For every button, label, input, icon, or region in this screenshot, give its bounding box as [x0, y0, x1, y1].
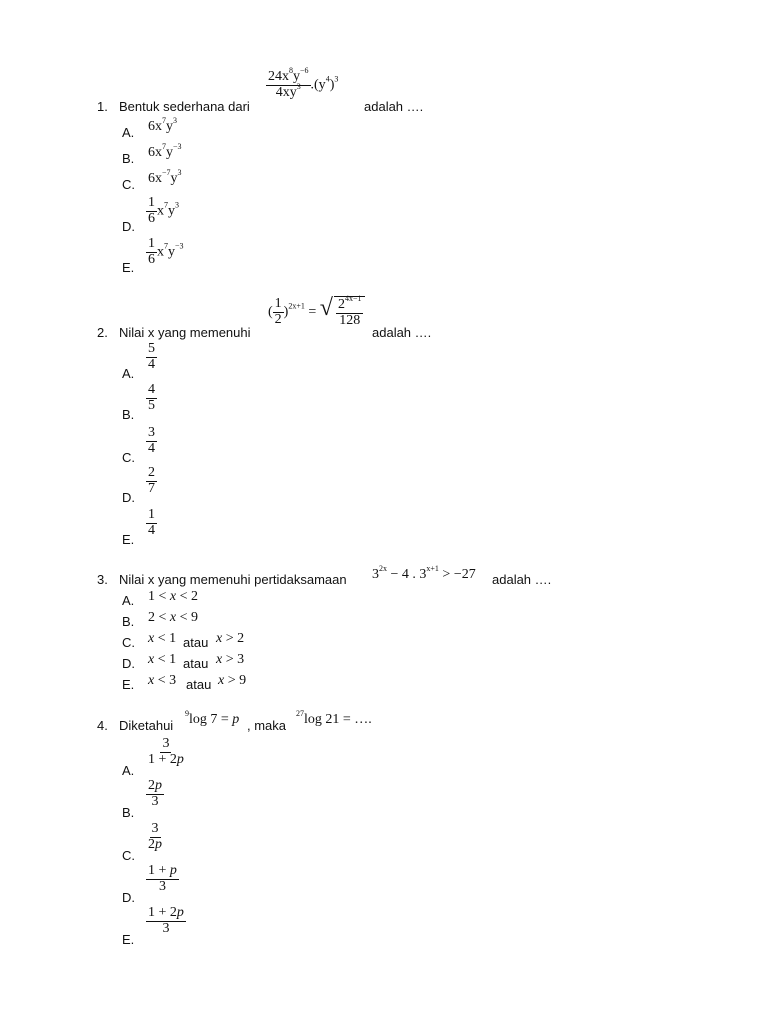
q3-option-e-label: E.	[122, 677, 135, 692]
q1-option-d-label: D.	[122, 219, 135, 234]
q3-option-b: 2 < x < 9	[148, 610, 199, 625]
q1-option-a: $6x^7y^3$	[148, 116, 177, 134]
q2-option-e: $\frac{1}{4}$	[148, 507, 155, 538]
q1-option-d: $\frac{1}{6}$ $x^7y^3$	[148, 195, 179, 226]
q1-option-b: $6x^7y^{-3}$	[148, 142, 182, 160]
q4-option-c: $\frac{3}{2p}$	[148, 821, 162, 852]
q4-number: 4.	[97, 718, 108, 733]
q2-option-a: $\frac{5}{4}$	[148, 341, 155, 372]
q2-expression: ( $\frac{1}{2}$ )$^{2x+1}$ = √ $\frac{2^{4x-1}}{128}$	[268, 296, 365, 328]
q1-option-c-label: C.	[122, 177, 135, 192]
q3-option-e-left: x < 3	[148, 673, 177, 688]
q4-option-a: $\frac{3}{1 + 2p}$	[148, 736, 184, 767]
q2-option-c: $\frac{3}{4}$	[148, 425, 155, 456]
q4-given: $^9$log 7 = p	[185, 709, 240, 727]
q4-option-a-label: A.	[122, 763, 135, 778]
q1-option-c: $6x^{-7}y^3$	[148, 168, 182, 186]
q4-option-e: $\frac{1 + 2p}{3}$	[148, 905, 184, 936]
q1-option-a-label: A.	[122, 125, 135, 140]
q4-expression: $^{27}$log 21 = ….	[296, 709, 372, 727]
q3-option-d-left: x < 1	[148, 652, 177, 667]
q4-option-b-label: B.	[122, 805, 135, 820]
q3-option-c-left: x < 1	[148, 631, 177, 646]
q4-text: Diketahui	[119, 718, 174, 733]
q3-option-e-atau: atau	[186, 677, 212, 692]
q3-text: Nilai x yang memenuhi pertidaksamaan	[119, 572, 347, 587]
q1-text: Bentuk sederhana dari	[119, 99, 250, 114]
q3-option-d-atau: atau	[183, 656, 209, 671]
q3-option-c-label: C.	[122, 635, 135, 650]
q3-option-d-right: x > 3	[216, 652, 245, 667]
q1-tail: adalah ….	[364, 99, 424, 114]
q3-option-a: 1 < x < 2	[148, 589, 199, 604]
q3-option-c-right: x > 2	[216, 631, 245, 646]
q2-option-a-label: A.	[122, 366, 135, 381]
q3-option-a-label: A.	[122, 593, 135, 608]
q2-text: Nilai x yang memenuhi	[119, 325, 251, 340]
q2-option-b-label: B.	[122, 407, 135, 422]
q4-option-c-label: C.	[122, 848, 135, 863]
q2-tail: adalah ….	[372, 325, 432, 340]
q1-option-b-label: B.	[122, 151, 135, 166]
q4-option-d: $\frac{1 + p}{3}$	[148, 863, 177, 894]
q4-option-d-label: D.	[122, 890, 135, 905]
q2-option-d: $\frac{2}{7}$	[148, 465, 155, 496]
q4-maka: , maka	[247, 718, 287, 733]
q3-expression: $3^{2x} - 4$ . $3^{x+1} > -27$	[372, 564, 476, 582]
q3-option-e-right: x > 9	[218, 673, 247, 688]
q2-option-c-label: C.	[122, 450, 135, 465]
q1-option-e: $\frac{1}{6}$ $x^7y^{-3}$	[148, 236, 184, 267]
q3-option-b-label: B.	[122, 614, 135, 629]
q3-number: 3.	[97, 572, 108, 587]
q3-option-d-label: D.	[122, 656, 135, 671]
q2-option-d-label: D.	[122, 490, 135, 505]
q4-option-b: $\frac{2p}{3}$	[148, 778, 162, 809]
q1-expression: $\frac{24x^8y^{-6}}{4xy^3}$ $.(y^4)^3$	[268, 66, 339, 100]
q2-number: 2.	[97, 325, 108, 340]
q1-option-e-label: E.	[122, 260, 135, 275]
q2-option-b: $\frac{4}{5}$	[148, 382, 155, 413]
q3-option-c-atau: atau	[183, 635, 209, 650]
q2-option-e-label: E.	[122, 532, 135, 547]
q4-option-e-label: E.	[122, 932, 135, 947]
q3-tail: adalah ….	[492, 572, 552, 587]
q1-number: 1.	[97, 99, 108, 114]
